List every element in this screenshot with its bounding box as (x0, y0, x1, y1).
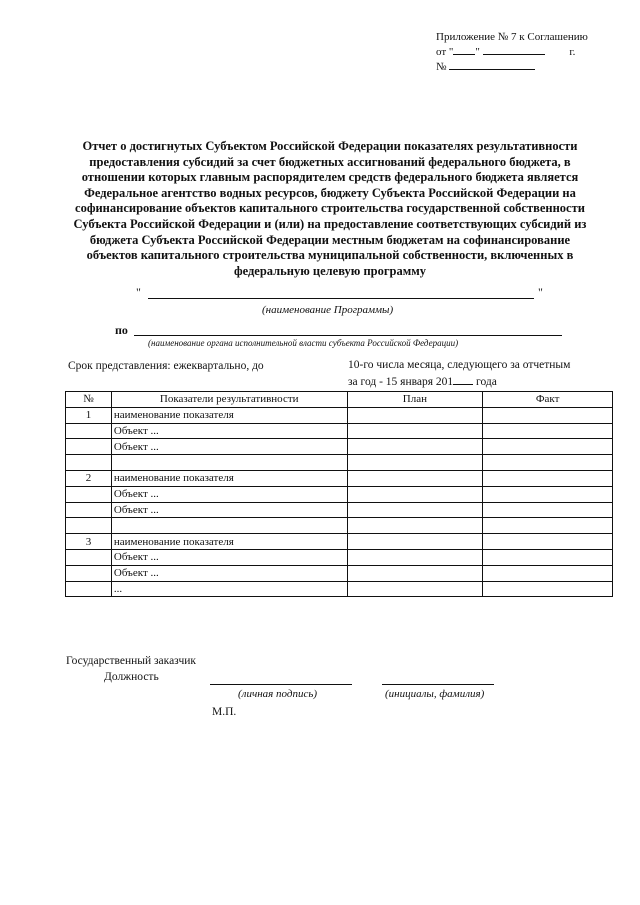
row-number (66, 565, 112, 581)
title-line: бюджета Субъекта Российской Федерации местным бюджетам на софинансирование (89, 232, 571, 247)
by-label: по (115, 323, 128, 337)
table-row (66, 581, 613, 597)
customer-label: Государственный заказчик (66, 655, 197, 667)
deadline-label: Срок представления: ежеквартально, до (68, 360, 264, 372)
authority-caption: (наименование органа исполнительной власти субъекта Российской Федерации) (148, 338, 459, 348)
row-number (66, 502, 112, 518)
title-line: Субъекта Российской Федерации и (или) на предоставление соответствующих субсидий из (73, 216, 587, 231)
title-line: Федеральное агентство водных ресурсов, бюджету Субъекта Российской Федерации на (84, 185, 576, 200)
deadline-year-suffix: года (476, 376, 497, 388)
fact-cell[interactable] (483, 534, 613, 550)
fact-cell[interactable] (483, 439, 613, 455)
header-indicators: Показатели результативности (111, 392, 347, 408)
table-row (66, 439, 613, 455)
table-row (66, 534, 613, 550)
attachment-number-line (436, 59, 606, 74)
deadline-year-blank (453, 374, 473, 385)
program-close-quote: " (538, 285, 543, 299)
date-suffix: г. (569, 46, 576, 58)
row-indicator: Объект ... (111, 502, 347, 518)
fact-cell[interactable] (483, 407, 613, 423)
title-line: софинансирование объектов капитального строительства государственной собственности (75, 201, 585, 216)
date-month-blank (483, 44, 545, 55)
row-indicator (111, 455, 347, 471)
table-row (66, 565, 613, 581)
title-line: федеральную целевую программу (233, 263, 427, 278)
stamp-label: М.П. (212, 706, 237, 718)
name-field[interactable] (382, 684, 494, 685)
row-number: 2 (66, 470, 112, 486)
row-indicator: наименование показателя (111, 534, 347, 550)
row-indicator: Объект ... (111, 439, 347, 455)
program-name-field[interactable] (148, 298, 534, 299)
fact-cell[interactable] (483, 502, 613, 518)
fact-cell[interactable] (483, 470, 613, 486)
indicators-table (65, 391, 613, 597)
table-row (66, 407, 613, 423)
plan-cell[interactable] (347, 407, 483, 423)
date-mid: " (475, 46, 480, 58)
table-row (66, 549, 613, 565)
row-indicator: ... (111, 581, 347, 597)
header-plan: План (347, 392, 483, 408)
title-line: отношении которых главным распорядителем средств федерального бюджета является (81, 170, 579, 185)
fact-cell[interactable] (483, 455, 613, 471)
program-caption: (наименование Программы) (262, 304, 394, 316)
table-row (66, 518, 613, 534)
fact-cell[interactable] (483, 549, 613, 565)
table-row (66, 502, 613, 518)
name-caption: (инициалы, фамилия) (385, 688, 485, 700)
title-line: Отчет о достигнутых Субъектом Российской Федерации показателях результативности (82, 139, 578, 153)
table-row (66, 455, 613, 471)
deadline-text-line2 (348, 374, 497, 388)
date-day-blank (453, 44, 475, 55)
attachment-header (436, 30, 606, 74)
header-fact: Факт (483, 392, 613, 408)
row-number (66, 439, 112, 455)
attachment-title: Приложение № 7 к Соглашению (436, 31, 588, 43)
header-number: № (66, 392, 112, 408)
row-indicator: Объект ... (111, 549, 347, 565)
fact-cell[interactable] (483, 518, 613, 534)
row-number: 3 (66, 534, 112, 550)
authority-name-field[interactable] (134, 335, 562, 336)
table-header-row (66, 392, 613, 408)
fact-cell[interactable] (483, 581, 613, 597)
signature-caption: (личная подпись) (238, 688, 317, 700)
row-number (66, 455, 112, 471)
report-title (60, 139, 600, 279)
plan-cell[interactable] (347, 470, 483, 486)
plan-cell[interactable] (347, 502, 483, 518)
row-indicator: Объект ... (111, 423, 347, 439)
table-row (66, 486, 613, 502)
title-line: объектов капитального строительства муниципальной собственности, включенных в (86, 248, 574, 263)
row-number: 1 (66, 407, 112, 423)
position-label: Должность (104, 671, 159, 683)
plan-cell[interactable] (347, 518, 483, 534)
plan-cell[interactable] (347, 534, 483, 550)
title-line: предоставления субсидий за счет бюджетных ассигнований федерального бюджета, в (89, 154, 571, 169)
plan-cell[interactable] (347, 439, 483, 455)
row-indicator: Объект ... (111, 486, 347, 502)
plan-cell[interactable] (347, 549, 483, 565)
attachment-date-line (436, 44, 606, 59)
row-number (66, 486, 112, 502)
plan-cell[interactable] (347, 486, 483, 502)
plan-cell[interactable] (347, 581, 483, 597)
number-blank (449, 59, 535, 70)
row-number (66, 581, 112, 597)
plan-cell[interactable] (347, 455, 483, 471)
date-prefix: от " (436, 46, 454, 58)
row-number (66, 549, 112, 565)
fact-cell[interactable] (483, 423, 613, 439)
deadline-text-line1: 10-го числа месяца, следующего за отчетным (348, 359, 571, 371)
table-row (66, 423, 613, 439)
plan-cell[interactable] (347, 423, 483, 439)
plan-cell[interactable] (347, 565, 483, 581)
row-indicator (111, 518, 347, 534)
row-number (66, 518, 112, 534)
fact-cell[interactable] (483, 565, 613, 581)
row-number (66, 423, 112, 439)
number-prefix: № (436, 61, 447, 73)
row-indicator: наименование показателя (111, 407, 347, 423)
table-row (66, 470, 613, 486)
program-open-quote: " (136, 285, 141, 299)
fact-cell[interactable] (483, 486, 613, 502)
signature-field[interactable] (210, 684, 352, 685)
row-indicator: наименование показателя (111, 470, 347, 486)
deadline-year-prefix: за год - 15 января 201 (348, 376, 454, 388)
row-indicator: Объект ... (111, 565, 347, 581)
